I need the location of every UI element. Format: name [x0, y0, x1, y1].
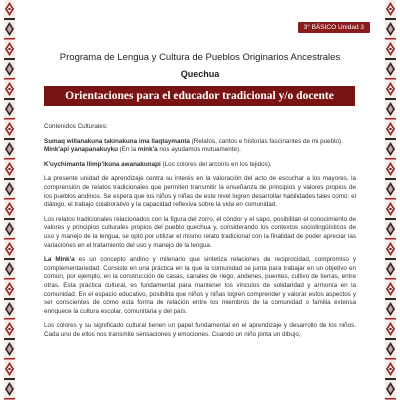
paragraph-3-lead: La Mink'a	[44, 256, 75, 264]
grade-unit-badge: 3° BÁSICO Unidad 3	[298, 22, 370, 33]
paragraph-1: La presente unidad de aprendizaje centra su interés en la valoración del acto de escuchar a los mayores, la comprensión de relatos tradicionales que permiten transmitir la enseñanza de principios y valores propios de los pueblos andinos. Se espera que los niños y niñas de este nivel logren desarrollar habilidades tales como: el diálogo, el trabajo colaborativo y la capacidad reflexiva sobre la vida en comunidad.	[44, 175, 356, 209]
content-item-3-text: (Los colores del arcoíris en los tejidos).	[160, 160, 272, 168]
content-item-2	[44, 146, 356, 155]
contents-label: Contenidos Culturales:	[44, 123, 108, 130]
content-item-1	[44, 138, 356, 147]
paragraph-3	[44, 256, 356, 316]
content-item-3	[44, 161, 356, 170]
content-item-1-text: (Relatos, cantos e historias fascinantes de mi pueblo).	[189, 137, 343, 145]
content-item-2-title: Mink'api yanapanakuyku	[44, 146, 118, 154]
paragraph-3-text: es un concepto andino y milenario que sintetiza relaciones de reciprocidad, compromiso y complementariedad. Consiste en una práctica en la que la comunidad se junta para trabajar en un objetivo en común, por ejemplo, en la construcción de casas, canales de riego, andenes, puentes, cultivo de tierras, entre otras. Esta práctica cultural, es fundamental para mantener los vínculos de solidaridad y armonía en la comunidad. En el espacio educativo, posibilita que niños y niñas logren comprender y valorar estos aspectos y ser conscientes de cómo esta forma de relación entre los miembros de la comunidad o familia extensa enriquece la cultura escolar, comunitaria y del país.	[44, 256, 356, 315]
content-item-1-title: Sumaq willanakuna takinakuna ima llaqtaymanta	[44, 137, 190, 145]
program-title: Programa de Lengua y Cultura de Pueblos Originarios Ancestrales	[59, 52, 341, 63]
language-title: Quechua	[180, 69, 220, 79]
document-body	[44, 123, 356, 345]
content-item-2-mink-a: mink'a	[137, 146, 158, 154]
content-item-2-text-a: (En la	[117, 146, 138, 154]
content-item-2-text-b: nos ayudamos mutuamente).	[157, 146, 241, 154]
paragraph-4: Los colores y su significado cultural tienen un papel fundamental en el aprendizaje y desarrollo de los niños. Cada uno de ellos nos transmite sensaciones y emociones. Cuando un niño pinta un dibujo,	[44, 322, 356, 338]
paragraph-2: Los relatos tradicionales relacionados con la figura del zorro, el cóndor y el sapo, posibilitan el conocimiento de valores y principios culturales propios del pueblo quechua y, considerando los contextos sociolingüísticos de uso y manejo de la lengua, se optó por utilizar el mismo relato tradicional con la finalidad de poder apreciar las variaciones en el tratamiento del uso y manejo de la lengua.	[44, 215, 356, 249]
content-item-3-title: K'uychimanta llimp'ikuna awanakunapi	[44, 160, 161, 168]
section-banner: Orientaciones para el educador tradicional y/o docente	[44, 86, 355, 106]
